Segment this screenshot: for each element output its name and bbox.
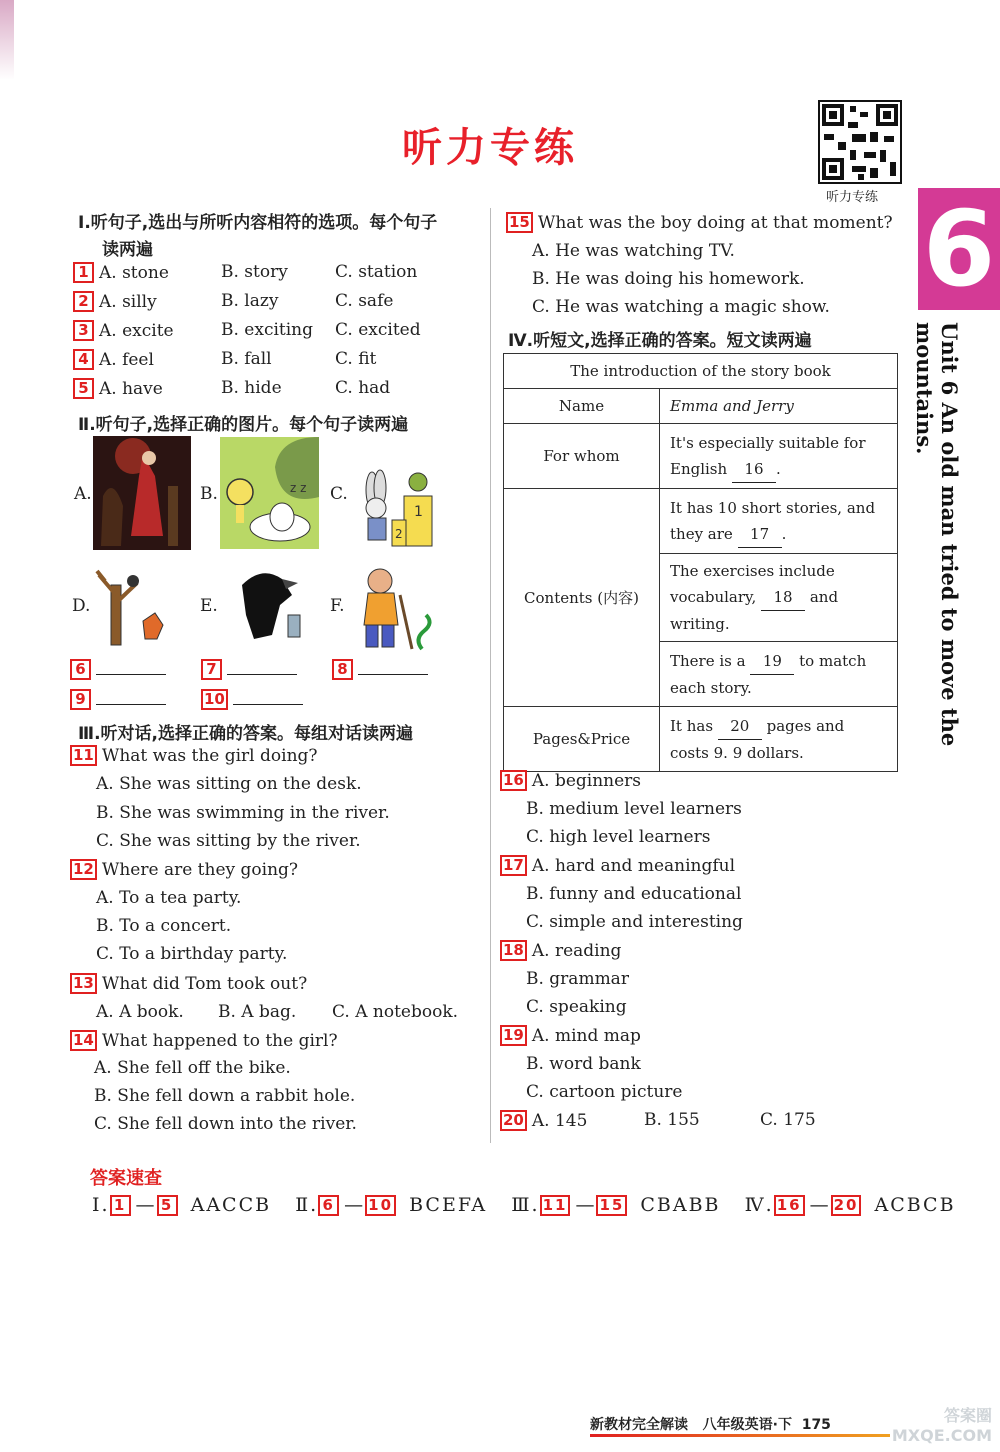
question-number: 8 (332, 659, 353, 680)
answer-group: Ⅱ. 6 — 10 BCEFA (295, 1194, 488, 1216)
section4-questions (500, 770, 910, 1140)
question-number: 9 (70, 689, 91, 710)
option-b[interactable]: B. 155 (644, 1110, 700, 1130)
contents-label: Contents (内容) (504, 489, 660, 707)
option-c[interactable]: C. simple and interesting (526, 912, 743, 932)
section1-header-2: 读两遍 (102, 240, 153, 260)
question-text: What was the boy doing at that moment? (537, 213, 893, 233)
option-b[interactable]: B. She was swimming in the river. (96, 803, 390, 823)
option-a[interactable]: A. stone (99, 263, 169, 283)
option-c[interactable]: C. 175 (760, 1110, 816, 1130)
answer-group: Ⅰ. 1 — 5 AACCB (92, 1194, 272, 1216)
option-c[interactable]: C. He was watching a magic show. (532, 297, 830, 317)
option-c[interactable]: C. fit (335, 349, 377, 369)
contents-match: There is a 19 to match each story. (660, 642, 898, 707)
grade-label: 八年级英语·下 (702, 1417, 792, 1433)
question-number: 13 (70, 973, 97, 994)
option-b[interactable]: B. medium level learners (526, 799, 742, 819)
option-a[interactable]: A. A book. (96, 1002, 184, 1022)
picture-label-c: C. (330, 484, 348, 504)
answer-keys: BCEFA (409, 1194, 488, 1216)
question-number: 14 (70, 1030, 97, 1051)
question-number: 6 (70, 659, 91, 680)
option-b[interactable]: B. A bag. (218, 1002, 297, 1022)
option-c[interactable]: C. cartoon picture (526, 1082, 683, 1102)
option-c[interactable]: C. She was sitting by the river. (96, 831, 361, 851)
option-a[interactable]: A. have (99, 379, 163, 399)
answer-group: Ⅳ. 16 — 20 ACBCB (744, 1194, 956, 1216)
crow-picture[interactable] (232, 565, 306, 647)
answer-blank[interactable] (358, 660, 428, 675)
blank-16[interactable]: 16 (732, 456, 776, 483)
answer-blank[interactable] (96, 690, 166, 705)
story-book-table (503, 353, 898, 772)
tree-fox-picture[interactable] (93, 565, 175, 647)
option-c[interactable]: C. A notebook. (332, 1002, 459, 1022)
answer-blanks (70, 659, 490, 719)
picture-label-e: E. (200, 596, 218, 616)
question-number: 11 (70, 745, 97, 766)
list-item (73, 378, 483, 406)
question-text: What happened to the girl? (101, 1031, 338, 1051)
svg-text:z z: z z (290, 481, 307, 495)
list-item (500, 940, 621, 961)
option-a[interactable]: A. silly (99, 292, 157, 312)
option-b[interactable]: B. To a concert. (96, 916, 232, 936)
option-a[interactable]: A. beginners (531, 771, 642, 791)
question-number: 17 (500, 855, 527, 876)
contents-stories: It has 10 short stories, and they are 17 . (660, 489, 898, 554)
column-divider (490, 208, 491, 1143)
question-number: 15 (506, 212, 533, 233)
option-b[interactable]: B. He was doing his homework. (532, 269, 805, 289)
table-caption: The introduction of the story book (504, 354, 898, 389)
question-number: 16 (500, 770, 527, 791)
answer-blank[interactable] (96, 660, 166, 675)
qr-code[interactable] (818, 100, 902, 184)
answer-keys: AACCB (190, 1194, 272, 1216)
forwhom-value: It's especially suitable for English 16 . (660, 424, 898, 489)
question-number: 10 (201, 689, 228, 710)
question-12 (70, 859, 298, 880)
option-c[interactable]: C. had (335, 378, 391, 398)
option-a[interactable]: A. She fell off the bike. (94, 1058, 291, 1078)
blank-17[interactable]: 17 (738, 521, 782, 548)
question-11 (70, 745, 318, 766)
answer-blank[interactable] (233, 690, 303, 705)
option-b[interactable]: B. fall (221, 349, 272, 369)
price-value: It has 20 pages and costs 9. 9 dollars. (660, 707, 898, 772)
list-item (73, 349, 483, 377)
option-a[interactable]: A. She was sitting on the desk. (96, 774, 362, 794)
option-a[interactable]: A. To a tea party. (96, 888, 242, 908)
option-c[interactable]: C. To a birthday party. (96, 944, 288, 964)
picture-label-b: B. (200, 484, 218, 504)
option-a[interactable]: A. hard and meaningful (531, 856, 736, 876)
option-c[interactable]: C. high level learners (526, 827, 711, 847)
question-text: What was the girl doing? (101, 746, 318, 766)
old-man-snake-picture[interactable] (350, 565, 440, 653)
list-item (500, 770, 641, 791)
question-text: Where are they going? (101, 860, 299, 880)
question-number: 2 (73, 291, 94, 312)
list-item (500, 1025, 641, 1046)
option-b[interactable]: B. hide (221, 378, 282, 398)
option-b[interactable]: B. exciting (221, 320, 314, 340)
question-number: 19 (500, 1025, 527, 1046)
svg-text:1: 1 (414, 504, 423, 520)
unit-title: Unit 6 An old man tried to move the mountains. (912, 322, 962, 747)
sleeping-egg-picture[interactable] (220, 437, 319, 549)
answer-keys: ACBCB (874, 1194, 956, 1216)
section3-questions (70, 745, 485, 1140)
list-item (73, 320, 483, 348)
name-label: Name (504, 389, 660, 424)
answer-key-title: 答案速查 (90, 1168, 162, 1189)
option-b[interactable]: B. She fell down a rabbit hole. (94, 1086, 356, 1106)
qr-label: 听力专练 (826, 190, 879, 205)
unit-number: 6 (922, 188, 996, 310)
forwhom-label: For whom (504, 424, 660, 489)
section4-header: Ⅳ.听短文,选择正确的答案。短文读两遍 (508, 331, 812, 351)
option-b[interactable]: B. story (221, 262, 288, 282)
answer-blank[interactable] (227, 660, 297, 675)
option-b[interactable]: B. grammar (526, 969, 629, 989)
svg-text:2: 2 (395, 527, 403, 541)
page-title: 听力专练 (402, 125, 578, 171)
question-number: 7 (201, 659, 222, 680)
option-c[interactable]: C. station (335, 262, 418, 282)
question-number: 3 (73, 320, 94, 341)
page-number: 175 (801, 1417, 831, 1433)
option-c[interactable]: C. safe (335, 291, 394, 311)
name-value: Emma and Jerry (660, 389, 898, 424)
question-number: 1 (73, 262, 94, 283)
option-c[interactable]: C. speaking (526, 997, 627, 1017)
option-a[interactable]: A. excite (99, 321, 174, 341)
picture-label-d: D. (72, 596, 91, 616)
picture-label-a: A. (74, 484, 92, 504)
question-13 (70, 973, 307, 994)
question-number: 18 (500, 940, 527, 961)
answer-key (92, 1194, 956, 1216)
blank-20[interactable]: 20 (718, 713, 762, 740)
option-a[interactable]: A. 145 (531, 1111, 588, 1131)
section2-header: Ⅱ.听句子,选择正确的图片。每个句子读两遍 (78, 415, 409, 435)
option-b[interactable]: B. word bank (526, 1054, 641, 1074)
list-item (73, 291, 483, 319)
wizard-picture[interactable] (93, 436, 191, 550)
book-title: 新教材完全解读 (590, 1417, 688, 1433)
option-b[interactable]: B. funny and educational (526, 884, 742, 904)
rabbit-podium-picture[interactable] (348, 460, 436, 548)
picture-label-f: F. (330, 596, 345, 616)
option-c[interactable]: C. excited (335, 320, 421, 340)
question-14 (70, 1030, 338, 1051)
option-b[interactable]: B. lazy (221, 291, 279, 311)
section1-items (73, 262, 483, 412)
option-a[interactable]: A. feel (99, 350, 154, 370)
decorative-strip (0, 0, 14, 80)
watermark: 答案圈 MXQE.COM (891, 1406, 992, 1445)
answer-keys: CBABB (640, 1194, 721, 1216)
qr-code-icon (820, 102, 900, 182)
list-item (500, 1110, 587, 1131)
blank-19[interactable]: 19 (750, 648, 794, 675)
contents-exercises: The exercises include vocabulary, 18 and writing. (660, 554, 898, 642)
question-number: 4 (73, 349, 94, 370)
question-number: 5 (73, 378, 94, 399)
price-label: Pages&Price (504, 707, 660, 772)
option-c[interactable]: C. She fell down into the river. (94, 1114, 357, 1134)
option-a[interactable]: A. He was watching TV. (532, 241, 735, 261)
section3-header: Ⅲ.听对话,选择正确的答案。每组对话读两遍 (78, 724, 413, 744)
question-text: What did Tom took out? (101, 974, 308, 994)
answer-group: Ⅲ. 11 — 15 CBABB (511, 1194, 721, 1216)
blank-18[interactable]: 18 (761, 584, 805, 611)
section1-header: Ⅰ.听句子,选出与所听内容相符的选项。每个句子 (78, 213, 438, 233)
question-15 (506, 212, 906, 322)
question-number: 20 (500, 1110, 527, 1131)
footer-bar (590, 1434, 890, 1437)
list-item (500, 855, 735, 876)
option-a[interactable]: A. reading (531, 941, 622, 961)
option-a[interactable]: A. mind map (531, 1026, 641, 1046)
list-item (73, 262, 483, 290)
question-number: 12 (70, 859, 97, 880)
